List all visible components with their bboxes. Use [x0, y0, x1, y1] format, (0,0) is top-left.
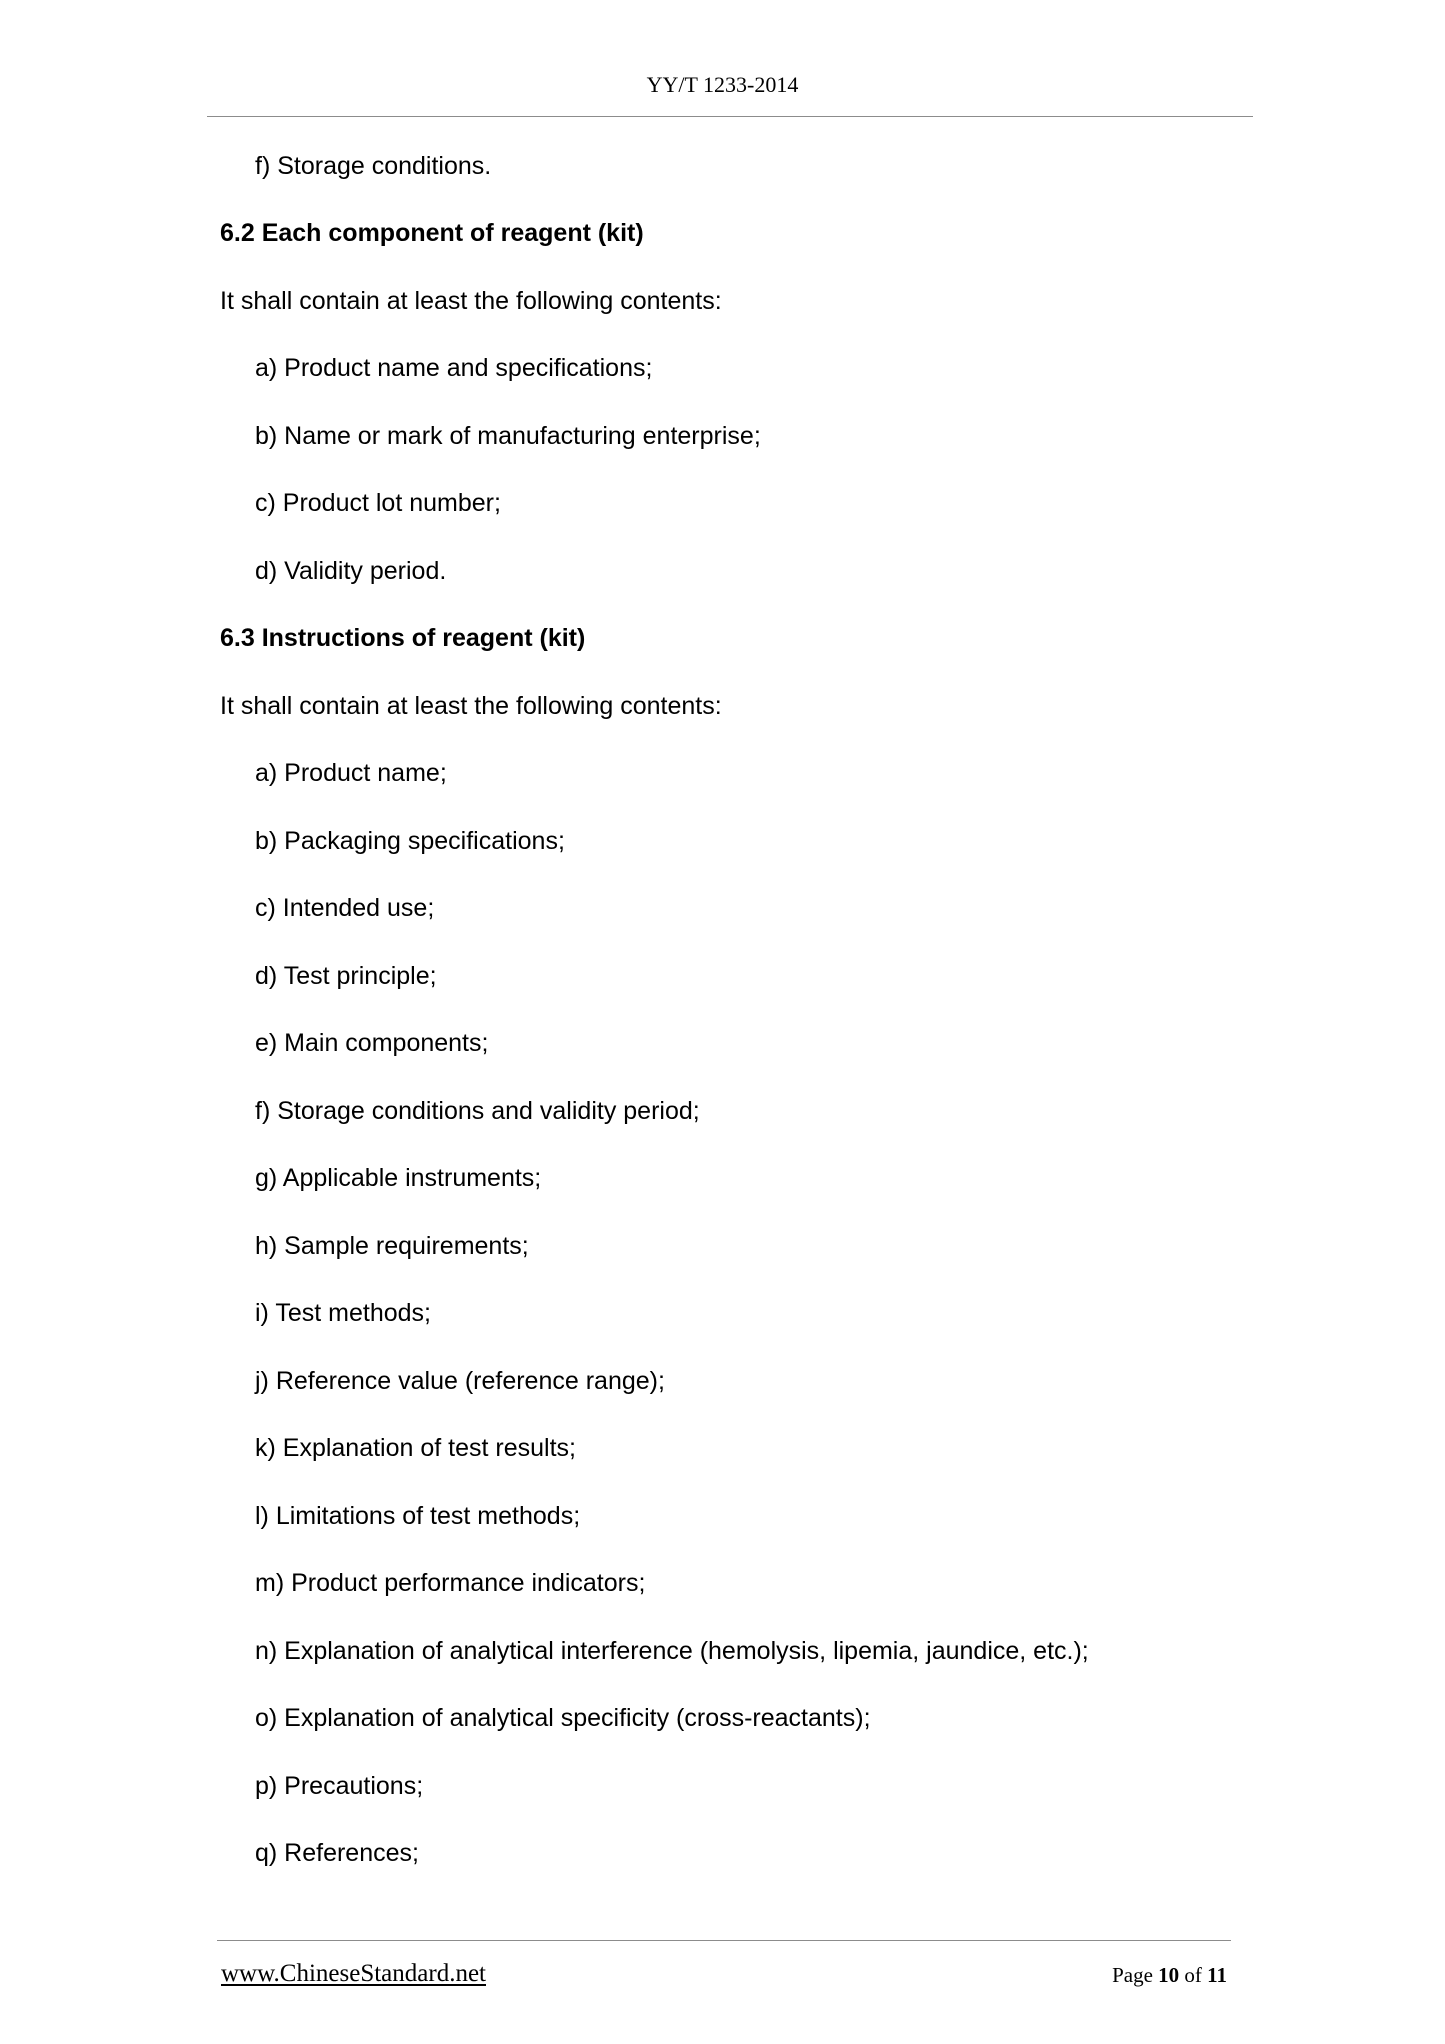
footer-divider [217, 1940, 1231, 1941]
list-item: b) Packaging specifications; [255, 827, 565, 855]
list-item: d) Test principle; [255, 962, 437, 990]
list-item: d) Validity period. [255, 557, 447, 585]
site-link[interactable]: www.ChineseStandard.net [221, 1960, 486, 1987]
section-heading-6-2: 6.2 Each component of reagent (kit) [220, 219, 644, 247]
page-current: 10 [1158, 1963, 1180, 1987]
list-item: b) Name or mark of manufacturing enterprise; [255, 422, 761, 450]
document-code-header: YY/T 1233-2014 [646, 72, 799, 97]
list-item: p) Precautions; [255, 1772, 424, 1800]
list-item: c) Product lot number; [255, 489, 501, 517]
list-item: j) Reference value (reference range); [255, 1367, 665, 1395]
list-item: k) Explanation of test results; [255, 1434, 576, 1462]
page-total: 11 [1207, 1963, 1227, 1987]
list-item: f) Storage conditions and validity period; [255, 1097, 700, 1125]
list-item: e) Main components; [255, 1029, 489, 1057]
list-item: o) Explanation of analytical specificity (cross-reactants); [255, 1704, 871, 1732]
list-item: q) References; [255, 1839, 419, 1867]
section-heading-6-3: 6.3 Instructions of reagent (kit) [220, 624, 586, 652]
page-prefix: Page [1112, 1963, 1153, 1987]
page-number [1112, 1960, 1227, 1990]
list-item: a) Product name; [255, 759, 447, 787]
list-item: g) Applicable instruments; [255, 1164, 542, 1192]
list-item: l) Limitations of test methods; [255, 1502, 581, 1530]
list-item: a) Product name and specifications; [255, 354, 653, 382]
paragraph: It shall contain at least the following contents: [220, 692, 722, 720]
list-item: c) Intended use; [255, 894, 435, 922]
list-item: n) Explanation of analytical interference (hemolysis, lipemia, jaundice, etc.); [255, 1637, 1089, 1665]
list-item: h) Sample requirements; [255, 1232, 529, 1260]
header-divider [207, 116, 1253, 117]
list-item: f) Storage conditions. [255, 152, 492, 180]
list-item: i) Test methods; [255, 1299, 432, 1327]
list-item: m) Product performance indicators; [255, 1569, 646, 1597]
paragraph: It shall contain at least the following contents: [220, 287, 722, 315]
page-of: of [1184, 1963, 1202, 1987]
